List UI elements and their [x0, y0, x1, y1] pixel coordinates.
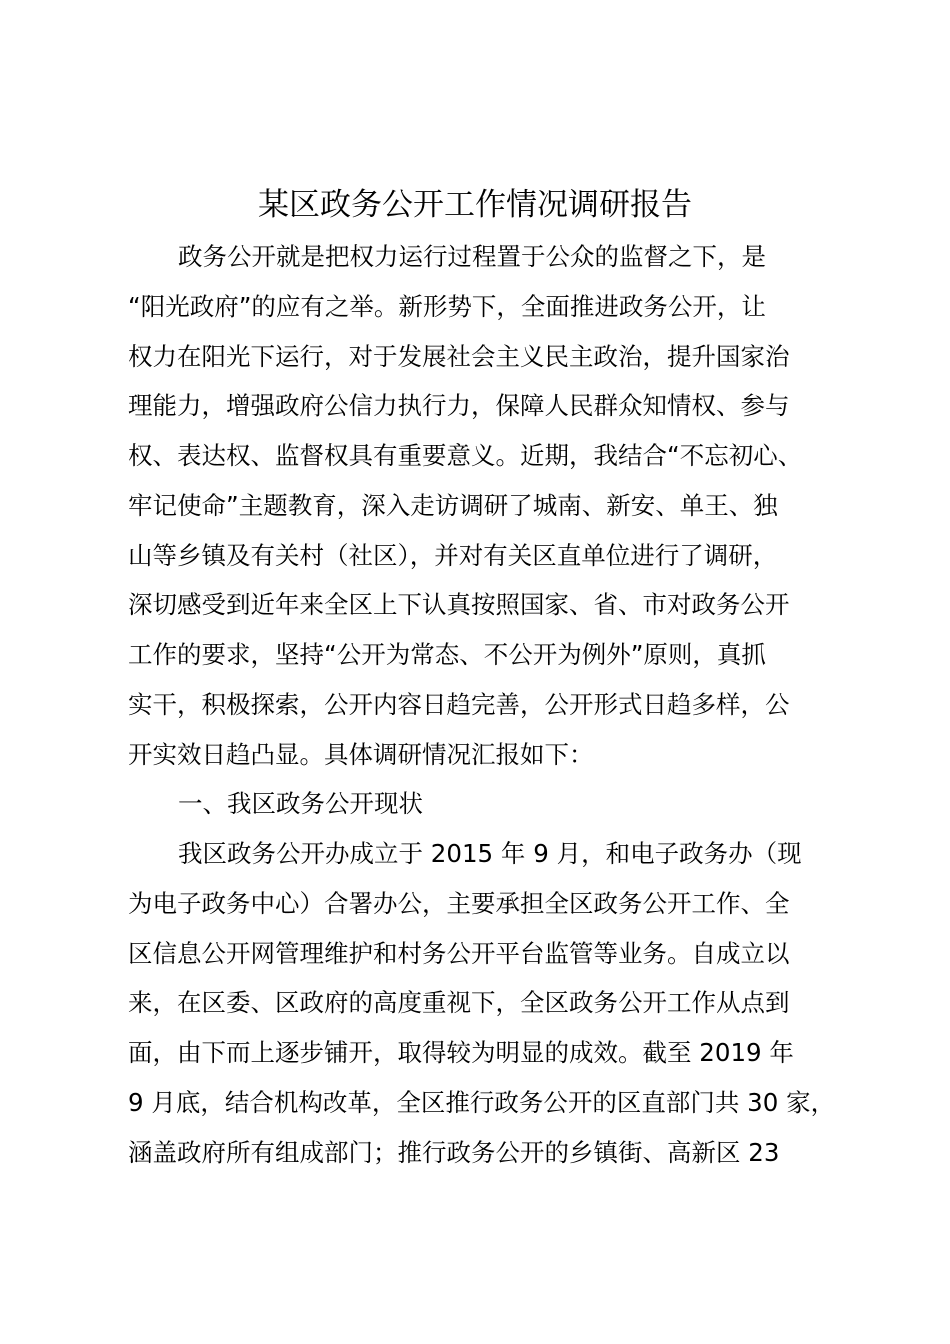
paragraph-line: 深切感受到近年来全区上下认真按照国家、省、市对政务公开: [128, 590, 790, 620]
document-title: 某区政务公开工作情况调研报告: [258, 187, 692, 223]
paragraph-line: 开实效日趋凸显。具体调研情况汇报如下：: [128, 739, 594, 769]
paragraph-line: 涵盖政府所有组成部门；推行政务公开的乡镇街、高新区 23: [128, 1137, 780, 1167]
paragraph-line: 工作的要求，坚持“公开为常态、不公开为例外”原则，真抓: [128, 640, 766, 669]
document-body: [128, 232, 848, 1177]
paragraph-line: 山等乡镇及有关村（社区），并对有关区直单位进行了调研，: [128, 540, 778, 570]
paragraph-line: 面，由下而上逐步铺开，取得较为明显的成效。截至 2019 年: [128, 1038, 794, 1067]
paragraph-line: 9 月底，结合机构改革，全区推行政务公开的区直部门共 30 家，: [128, 1087, 836, 1117]
paragraph-line: 来，在区委、区政府的高度重视下，全区政务公开工作从点到: [128, 988, 790, 1018]
paragraph-line: 我区政务公开办成立于 2015 年 9 月，和电子政务办（现: [178, 839, 802, 868]
paragraph-line: 权、表达权、监督权具有重要意义。近期，我结合“不忘初心、: [128, 441, 803, 470]
paragraph-line: 权力在阳光下运行，对于发展社会主义民主政治，提升国家治: [128, 341, 790, 371]
paragraph-line: 理能力，增强政府公信力执行力，保障人民群众知情权、参与: [128, 391, 790, 421]
paragraph-line: 牢记使命”主题教育，深入走访调研了城南、新安、单王、独: [128, 490, 778, 520]
paragraph-line: 实干，积极探索，公开内容日趋完善，公开形式日趋多样，公: [128, 689, 790, 719]
paragraph-line: 区信息公开网管理维护和村务公开平台监管等业务。自成立以: [128, 938, 790, 968]
section-heading: 一、我区政务公开现状: [178, 789, 423, 819]
paragraph-line: “阳光政府”的应有之举。新形势下，全面推进政务公开，让: [128, 291, 766, 321]
paragraph-line: 为电子政务中心）合署办公，主要承担全区政务公开工作、全: [128, 888, 790, 918]
paragraph-line: 政务公开就是把权力运行过程置于公众的监督之下，是: [178, 242, 766, 271]
